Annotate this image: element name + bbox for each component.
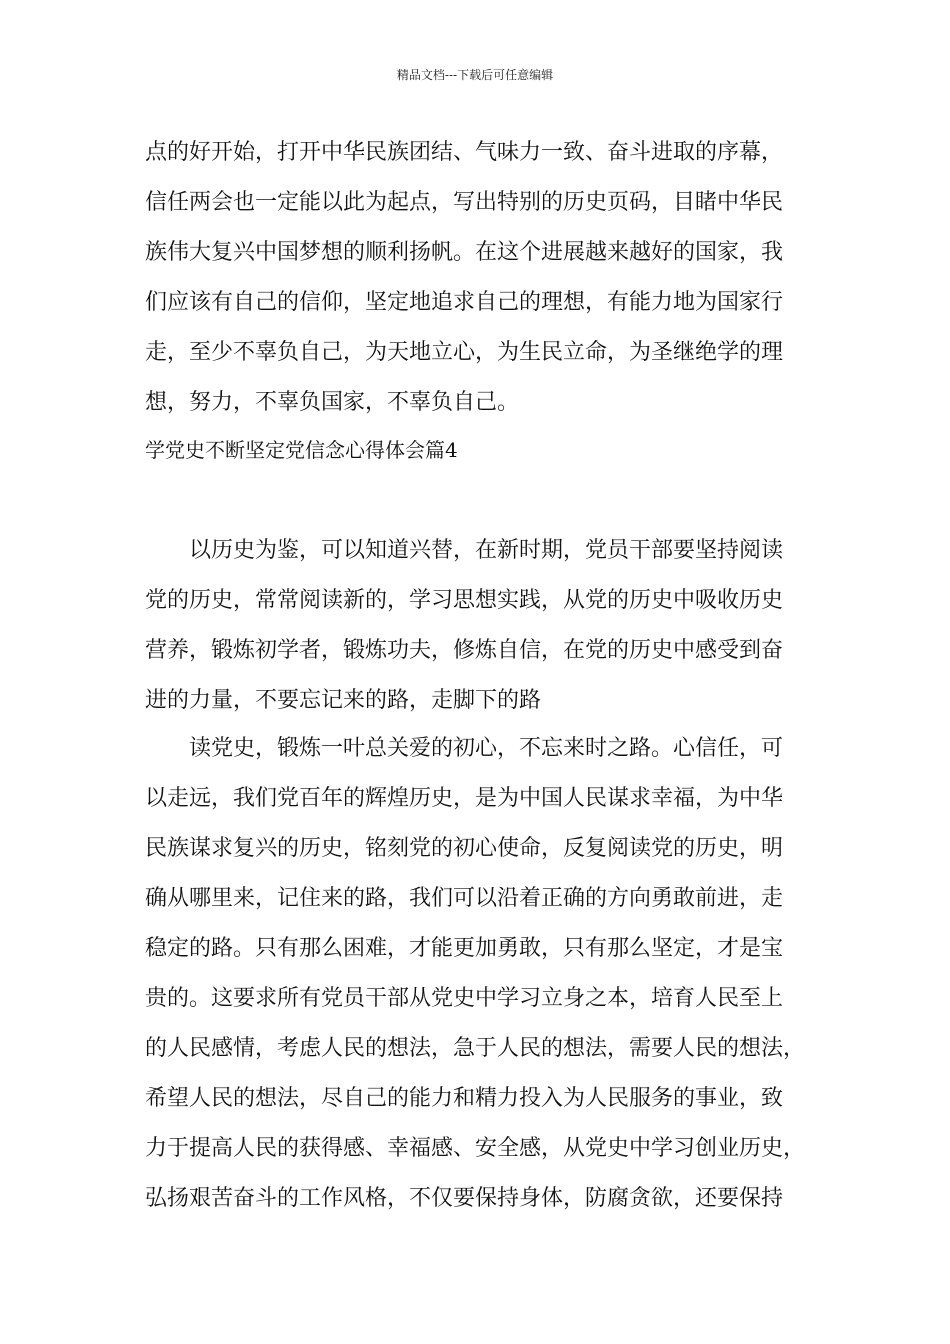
paragraph-line: 们应该有自己的信仰，坚定地追求自己的理想，有能力地为国家行: [145, 290, 784, 315]
paragraph-line: 贵的。这要求所有党员干部从党史中学习立身之本，培育人民至上: [145, 986, 784, 1011]
paragraph-line: 进的力量，不要忘记来的路，走脚下的路: [145, 688, 542, 713]
paragraph-line: 党的历史，常常阅读新的，学习思想实践，从党的历史中吸收历史: [145, 588, 784, 613]
paragraph-line: 的人民感情，考虑人民的想法，急于人民的想法，需要人民的想法，: [145, 1036, 806, 1061]
paragraph-line: 民族谋求复兴的历史，铭刻党的初心使命，反复阅读党的历史，明: [145, 836, 784, 861]
paragraph-line: 信任两会也一定能以此为起点，写出特别的历史页码，目睹中华民: [145, 190, 784, 215]
paragraph-line: 族伟大复兴中国梦想的顺利扬帆。在这个进展越来越好的国家，我: [145, 240, 784, 265]
paragraph-line: 稳定的路。只有那么困难，才能更加勇敢，只有那么坚定，才是宝: [145, 936, 784, 961]
paragraph-2: [145, 724, 825, 1224]
paragraph-line: 点的好开始，打开中华民族团结、气味力一致、奋斗进取的序幕，: [145, 140, 784, 165]
paragraph-line: 读党史，锻炼一叶总关爱的初心，不忘来时之路。心信任，可: [189, 736, 784, 761]
page-header: 精品文档---下载后可任意编辑: [396, 68, 554, 82]
paragraph-line: 走，至少不辜负自己，为天地立心，为生民立命，为圣继绝学的理: [145, 340, 784, 365]
paragraph-line: 以历史为鉴，可以知道兴替，在新时期，党员干部要坚持阅读: [189, 538, 784, 563]
section-heading: 学党史不断坚定党信念心得体会篇4: [145, 438, 458, 462]
paragraph-line: 弘扬艰苦奋斗的工作风格，不仅要保持身体，防腐贪欲，还要保持: [145, 1186, 784, 1211]
continued-paragraph: [145, 128, 825, 428]
paragraph-line: 希望人民的想法，尽自己的能力和精力投入为人民服务的事业，致: [145, 1086, 784, 1111]
paragraph-line: 想，努力，不辜负国家，不辜负自己。: [145, 390, 520, 415]
paragraph-line: 力于提高人民的获得感、幸福感、安全感，从党史中学习创业历史，: [145, 1136, 806, 1161]
paragraph-line: 以走远，我们党百年的辉煌历史，是为中国人民谋求幸福，为中华: [145, 786, 784, 811]
paragraph-1: [145, 526, 825, 726]
paragraph-line: 确从哪里来，记住来的路，我们可以沿着正确的方向勇敢前进，走: [145, 886, 784, 911]
paragraph-line: 营养，锻炼初学者，锻炼功夫，修炼自信，在党的历史中感受到奋: [145, 638, 784, 663]
